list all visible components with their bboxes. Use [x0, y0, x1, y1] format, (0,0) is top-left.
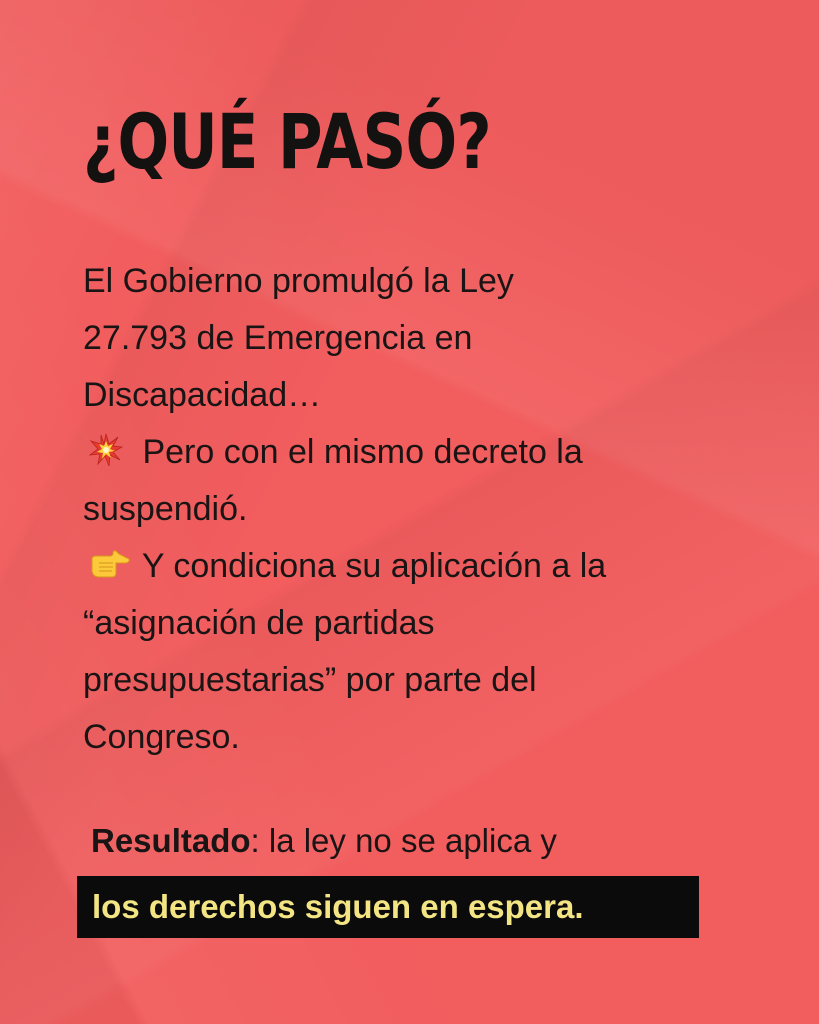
result-text: la ley no se aplica y	[259, 822, 557, 859]
bullet-item-suspension	[83, 424, 763, 481]
bullet-text: Pero con el mismo decreto la	[142, 433, 583, 471]
bullet-item-condition	[83, 538, 763, 595]
body-line: Congreso.	[83, 718, 240, 756]
collision-icon	[89, 428, 133, 462]
page-title: ¿QUÉ PASÓ?	[83, 97, 491, 186]
body-line: “asignación de partidas	[83, 604, 435, 642]
body-text	[83, 253, 763, 766]
highlight-banner	[77, 876, 699, 938]
body-line: El Gobierno promulgó la Ley	[83, 262, 514, 300]
body-line: 27.793 de Emergencia en	[83, 319, 473, 357]
result-label: Resultado	[91, 822, 251, 859]
result-separator: :	[250, 822, 260, 859]
body-line: suspendió.	[83, 490, 248, 528]
bullet-text: Y condiciona su aplicación a la	[141, 547, 607, 585]
body-line: Discapacidad…	[83, 376, 322, 414]
pointing-right-icon	[89, 542, 133, 576]
highlight-text: los derechos siguen en espera.	[92, 888, 584, 925]
result-line	[91, 817, 557, 865]
body-line: presupuestarias” por parte del	[83, 661, 537, 699]
